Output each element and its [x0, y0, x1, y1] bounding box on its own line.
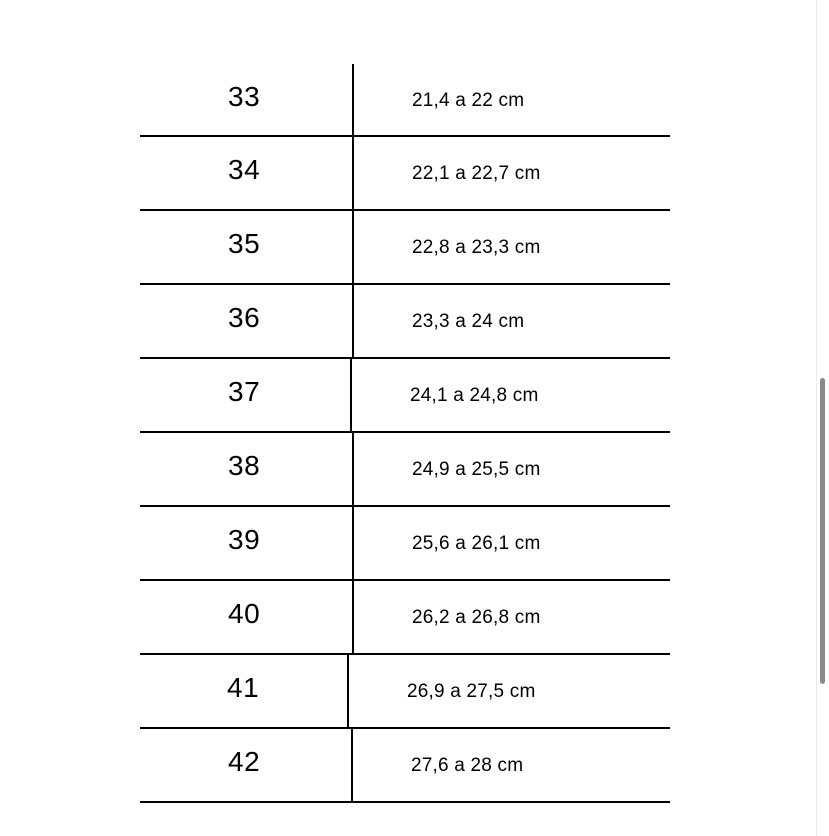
table-row	[140, 211, 670, 285]
foot-length-cell: 27,6 a 28 cm	[411, 755, 524, 776]
foot-length-cell: 22,1 a 22,7 cm	[412, 163, 541, 184]
table-row	[140, 64, 670, 137]
column-divider	[352, 285, 354, 357]
table-row	[140, 581, 670, 655]
column-divider	[347, 655, 349, 727]
table-row	[140, 359, 670, 433]
size-cell: 42	[228, 746, 261, 777]
column-divider	[351, 729, 353, 801]
foot-length-cell: 23,3 a 24 cm	[412, 311, 525, 332]
column-divider	[352, 433, 354, 505]
foot-length-cell: 21,4 a 22 cm	[412, 90, 525, 111]
foot-length-cell: 22,8 a 23,3 cm	[412, 237, 541, 258]
vertical-scrollbar[interactable]	[816, 0, 829, 836]
table-row	[140, 655, 670, 729]
foot-length-cell: 25,6 a 26,1 cm	[412, 533, 541, 554]
column-divider	[352, 137, 354, 209]
column-divider	[352, 211, 354, 283]
column-divider	[352, 581, 354, 653]
size-cell: 41	[227, 672, 260, 703]
size-cell: 35	[228, 228, 261, 259]
column-divider	[350, 359, 352, 431]
size-cell: 38	[228, 450, 261, 481]
foot-length-cell: 26,2 a 26,8 cm	[412, 607, 541, 628]
table-row	[140, 507, 670, 581]
foot-length-cell: 24,1 a 24,8 cm	[410, 385, 539, 406]
table-row	[140, 285, 670, 359]
table-row	[140, 433, 670, 507]
foot-length-cell: 24,9 a 25,5 cm	[412, 459, 541, 480]
column-divider	[352, 507, 354, 579]
shoe-size-table	[140, 64, 670, 803]
table-row	[140, 729, 670, 803]
foot-length-cell: 26,9 a 27,5 cm	[407, 681, 536, 702]
size-cell: 40	[228, 598, 261, 629]
size-cell: 34	[228, 154, 261, 185]
size-cell: 37	[228, 376, 261, 407]
table-row	[140, 137, 670, 211]
size-cell: 36	[228, 302, 261, 333]
column-divider	[352, 64, 354, 135]
size-cell: 33	[228, 81, 261, 112]
scrollbar-thumb[interactable]	[820, 378, 825, 684]
size-cell: 39	[228, 524, 261, 555]
